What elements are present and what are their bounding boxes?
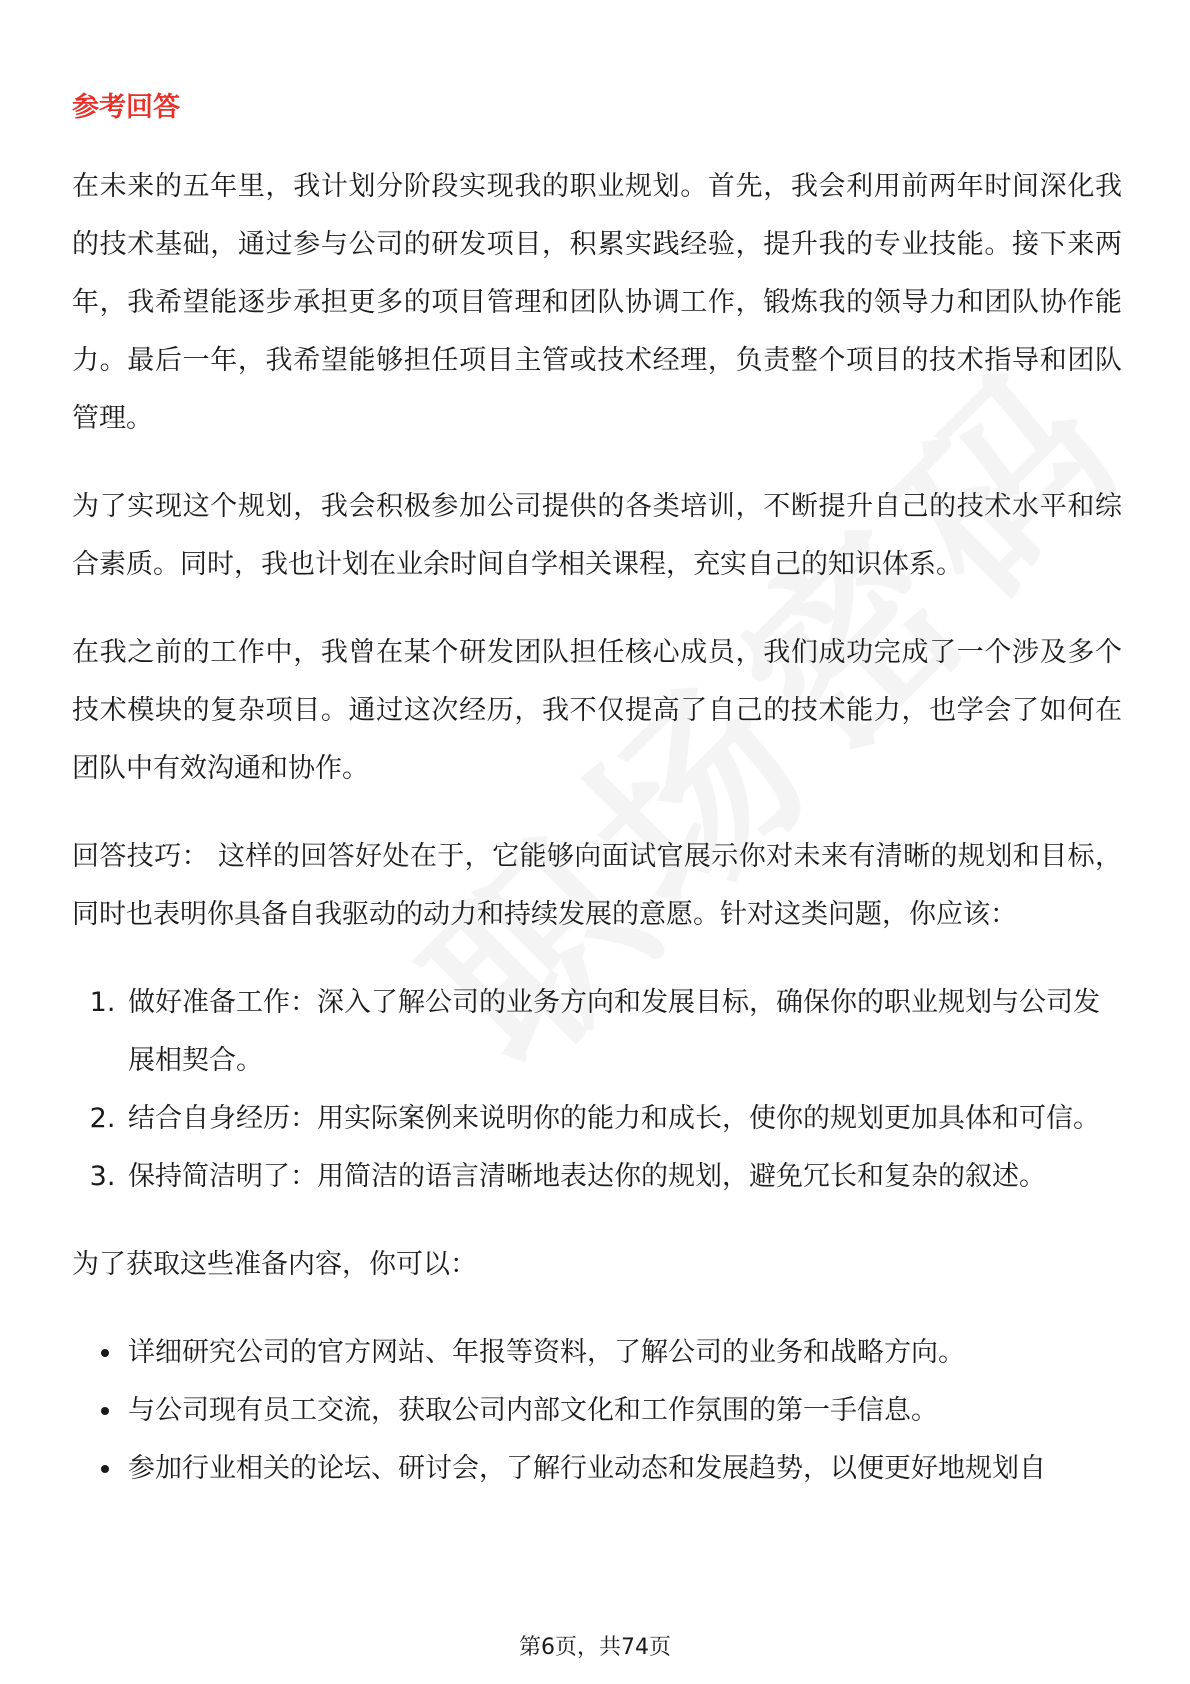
paragraph-prep-intro: 为了获取这些准备内容，你可以： [72, 1249, 477, 1280]
paragraph-experience: 在我之前的工作中，我曾在某个研发团队担任核心成员，我们成功完成了一个涉及多个技术模块的复杂项目。通过这次经历，我不仅提高了自己的技术能力，也学会了如何在团队中有效沟通和协作。 [72, 637, 1122, 784]
section-title: 参考回答 [72, 92, 180, 123]
list-item: 1. 做好准备工作：深入了解公司的业务方向和发展目标，确保你的职业规划与公司发展相契合。 [124, 974, 1122, 1090]
page-content [72, 88, 1122, 1528]
paragraph-career-plan: 在未来的五年里，我计划分阶段实现我的职业规划。首先，我会利用前两年时间深化我的技术基础，通过参与公司的研发项目，积累实践经验，提升我的专业技能。接下来两年，我希望能逐步承担更多的项目管理和团队协调工作，锻炼我的领导力和团队协作能力。最后一年，我希望能够担任项目主管或技术经理，负责整个项目的技术指导和团队管理。 [72, 171, 1122, 434]
list-item: • 参加行业相关的论坛、研讨会，了解行业动态和发展趋势，以便更好地规划自 [124, 1440, 1122, 1498]
paragraph-answer-tips: 回答技巧： 这样的回答好处在于，它能够向面试官展示你对未来有清晰的规划和目标，同时也表明你具备自我驱动的动力和持续发展的意愿。针对这类问题，你应该： [72, 841, 1122, 930]
tips-list [72, 974, 1122, 1206]
list-item: 2. 结合自身经历：用实际案例来说明你的能力和成长，使你的规划更加具体和可信。 [124, 1090, 1122, 1148]
prep-list [72, 1324, 1122, 1498]
paragraph-training: 为了实现这个规划，我会积极参加公司提供的各类培训，不断提升自己的技术水平和综合素质。同时，我也计划在业余时间自学相关课程，充实自己的知识体系。 [72, 491, 1122, 580]
list-item: • 详细研究公司的官方网站、年报等资料，了解公司的业务和战略方向。 [124, 1324, 1122, 1382]
list-item: 3. 保持简洁明了：用简洁的语言清晰地表达你的规划，避免冗长和复杂的叙述。 [124, 1148, 1122, 1206]
list-item: • 与公司现有员工交流，获取公司内部文化和工作氛围的第一手信息。 [124, 1382, 1122, 1440]
page-footer: 第6页，共74页 [519, 1635, 671, 1660]
